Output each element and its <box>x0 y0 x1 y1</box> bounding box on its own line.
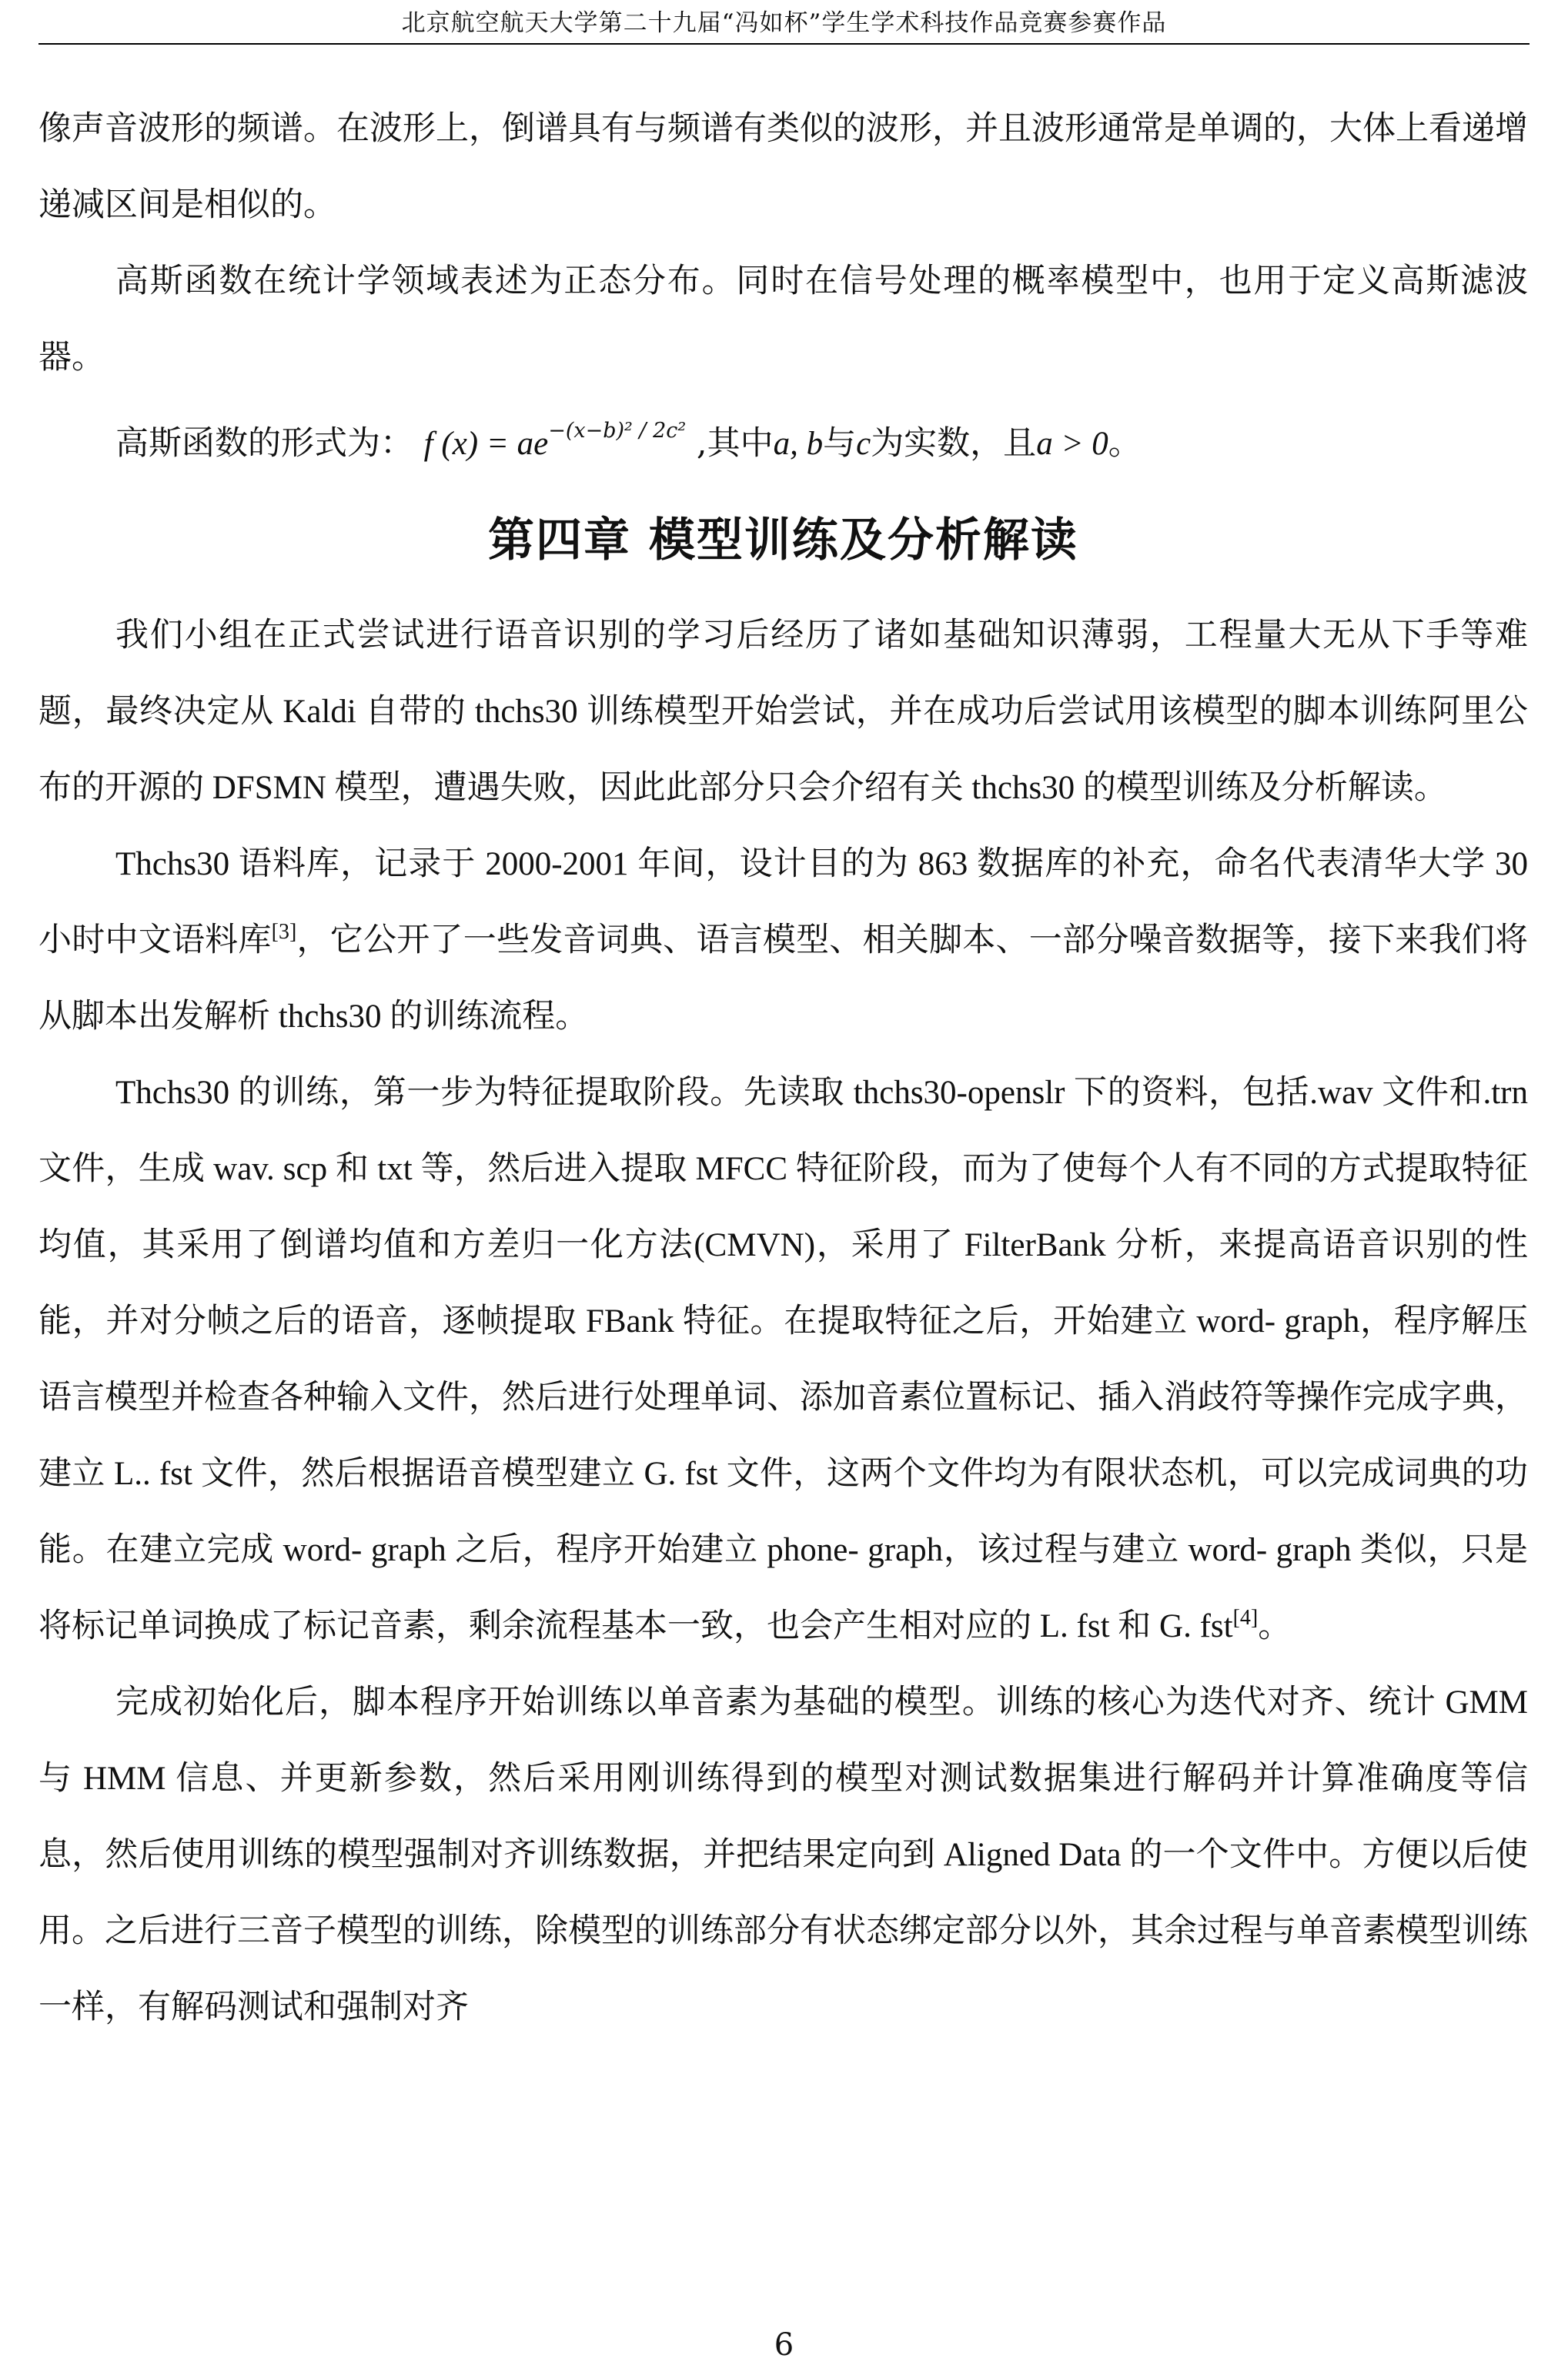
feature-text-a: Thchs30 的训练，第一步为特征提取阶段。先读取 thchs30-openslr 下的资料，包括.wav 文件和.trn 文件，生成 wav. scp 和 txt 等，然后进入提取 MFCC 特征阶段，而为了使每个人有不同的方式提取特征均值，其采用了倒谱均值和方差归一化方法(CMVN)，采用了 FilterBank 分析，来提高语音识别的性能，并对分帧之后的语音，逐帧提取 FBank 特征。在提取特征之后，开始建立 word- graph，程序解压语言模型并检查各种输入文件，然后进行处理单词、添加音素位置标记、插入消歧符等操作完成字典，建立 L.. fst 文件，然后根据语音模型建立 G. fst 文件，这两个文件均为有限状态机，可以完成词典的功能。在建立完成 word- graph 之后，程序开始建立 phone- graph，该过程与建立 word- graph 类似，只是将标记单词换成了标记音素，剩余流程基本一致，也会产生相对应的 L. fst 和 G. fst <box>38 1075 1528 1644</box>
page-body <box>38 91 1528 2046</box>
page-number: 6 <box>774 2327 794 2363</box>
formula-end: 。 <box>1108 424 1142 463</box>
formula-tail-1: ,其中 <box>696 424 774 463</box>
formula-tail-2: 与 <box>823 424 857 463</box>
paragraph-group-intro: 我们小组在正式尝试进行语音识别的学习后经历了诸如基础知识薄弱，工程量大无从下手等难题，最终决定从 Kaldi 自带的 thchs30 训练模型开始尝试，并在成功后尝试用该模型的脚本训练阿里公布的开源的 DFSMN 模型，遭遇失败，因此此部分只会介绍有关 thchs30 的模型训练及分析解读。 <box>38 617 1528 806</box>
corpus-text-a: Thchs30 语料库，记录于 2000-2001 年间，设计目的为 863 数据库的补充，命名代表清华大学 30 小时中文语料库 <box>38 846 1528 958</box>
gaussian-formula <box>38 396 1528 491</box>
feature-text-b: 。 <box>1258 1608 1292 1644</box>
running-header: 北京航空航天大学第二十九届“冯如杯”学生学术科技作品竞赛参赛作品 <box>401 9 1167 37</box>
formula-lead: 高斯函数的形式为： <box>115 424 413 463</box>
chapter-title: 第四章 模型训练及分析解读 <box>488 513 1078 567</box>
citation-ref-3: [3] <box>271 920 297 944</box>
formula-var-c: c <box>856 426 871 462</box>
paragraph-monophone-training: 完成初始化后，脚本程序开始训练以单音素为基础的模型。训练的核心为迭代对齐、统计 GMM 与 HMM 信息、并更新参数，然后采用刚训练得到的模型对测试数据集进行解码并计算准确度等信息，然后使用训练的模型强制对齐训练数据，并把结果定向到 Aligned Data 的一个文件中。方便以后使用。之后进行三音子模型的训练，除模型的训练部分有状态绑定部分以外，其余过程与单音素模型训练一样，有解码测试和强制对齐 <box>38 1684 1528 2025</box>
formula-lhs: f (x) = ae <box>423 426 549 462</box>
formula-exponent: −(x−b)² / 2c² <box>548 419 687 443</box>
paragraph-thchs30-corpus <box>38 826 1528 1055</box>
corpus-text-b: ，它公开了一些发音词典、语言模型、相关脚本、一部分噪音数据等，接下来我们将从脚本出发解析 thchs30 的训练流程。 <box>38 922 1529 1035</box>
header-rule <box>38 43 1530 45</box>
paragraph-cepstrum: 像声音波形的频谱。在波形上，倒谱具有与频谱有类似的波形，并且波形通常是单调的，大体上看递增递减区间是相似的。 <box>38 109 1528 224</box>
formula-vars-ab: a, b <box>773 426 824 462</box>
paragraph-gaussian-intro: 高斯函数在统计学领域表述为正态分布。同时在信号处理的概率模型中，也用于定义高斯滤波器。 <box>38 262 1528 376</box>
paragraph-feature-extraction <box>38 1055 1528 1664</box>
formula-condition: a > 0 <box>1036 426 1108 462</box>
citation-ref-4: [4] <box>1232 1606 1259 1630</box>
formula-tail-3: 为实数，且 <box>871 424 1037 463</box>
